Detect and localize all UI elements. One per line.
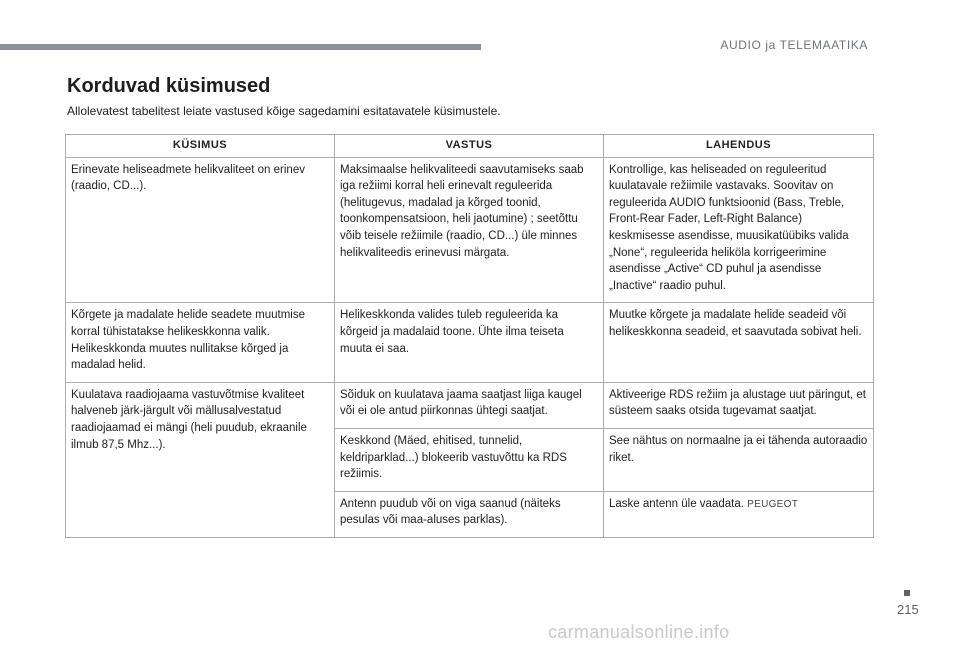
column-header-solution: LAHENDUS bbox=[604, 135, 874, 158]
answer-cell: Maksimaalse helikvaliteedi saavutamiseks saab iga režiimi korral heli erinevalt reguleerida (helitugevus, madalad ja kõrged toonid, toonkompensatsioon, heli jaotumine) ; seetõttu võib teisele režiimile (raadio, CD...) üle minnes helikvaliteedis erinevusi märgata. bbox=[335, 157, 604, 303]
brand-name: PEUGEOT bbox=[747, 498, 799, 510]
solution-cell: Aktiveerige RDS režiim ja alustage uut päringut, et süsteem saaks otsida tugevamat saatjat. bbox=[604, 382, 874, 428]
question-cell: Kõrgete ja madalate helide seadete muutmise korral tühistatakse helikeskkonna valik. Helikeskkonda muutes nullitakse kõrged ja madalad helid. bbox=[66, 303, 335, 382]
faq-table bbox=[65, 134, 874, 538]
header-accent-bar bbox=[0, 44, 481, 50]
question-cell: Erinevate heliseadmete helikvaliteet on erinev (raadio, CD...). bbox=[66, 157, 335, 303]
table-row bbox=[66, 157, 874, 303]
table-header-row bbox=[66, 135, 874, 158]
answer-cell: Keskkond (Mäed, ehitised, tunnelid, keldriparklad...) blokeerib vastuvõttu ka RDS režiimis. bbox=[335, 428, 604, 491]
solution-cell: Muutke kõrgete ja madalate helide seadeid või helikeskkonna seadeid, et saavutada sobivat heli. bbox=[604, 303, 874, 382]
page-title: Korduvad küsimused bbox=[67, 75, 271, 97]
column-header-question: KÜSIMUS bbox=[66, 135, 335, 158]
section-title: AUDIO ja TELEMAATIKA bbox=[720, 38, 868, 52]
table-row bbox=[66, 303, 874, 382]
column-header-answer: VASTUS bbox=[335, 135, 604, 158]
solution-cell: See nähtus on normaalne ja ei tähenda autoraadio riket. bbox=[604, 428, 874, 491]
page-number: 215 bbox=[897, 602, 919, 617]
answer-cell: Helikeskkonda valides tuleb reguleerida ka kõrgeid ja madalaid toone. Ühte ilma teiseta muuta ei saa. bbox=[335, 303, 604, 382]
solution-cell: Kontrollige, kas heliseaded on reguleeritud kuulatavale režiimile vastavaks. Soovitav on reguleerida AUDIO funktsioonid (Bass, Treble, Front-Rear Fader, Left-Right Balance) keskmisesse asendisse, muusikatüübiks valida „None“, reguleerida heliköla korrigeerimine asendisse „Active“ CD puhul ja asendisse „Inactive“ raadio puhul. bbox=[604, 157, 874, 303]
solution-cell bbox=[604, 491, 874, 537]
page-marker bbox=[904, 590, 910, 596]
table-row bbox=[66, 382, 874, 428]
page-subtitle: Allolevatest tabelitest leiate vastused kõige sagedamini esitatavatele küsimustele. bbox=[67, 104, 501, 118]
solution-text: Laske antenn üle vaadata. bbox=[609, 497, 744, 510]
watermark: carmanualsonline.info bbox=[548, 622, 730, 642]
question-cell: Kuulatava raadiojaama vastuvõtmise kvaliteet halveneb järk-järgult või mällusalvestatud raadiojaamad ei mängi (heli puudub, ekraanile ilmub 87,5 Mhz...). bbox=[66, 382, 335, 537]
answer-cell: Antenn puudub või on viga saanud (näiteks pesulas või maa-aluses parklas). bbox=[335, 491, 604, 537]
answer-cell: Sõiduk on kuulatava jaama saatjast liiga kaugel või ei ole antud piirkonnas ühtegi saatjat. bbox=[335, 382, 604, 428]
